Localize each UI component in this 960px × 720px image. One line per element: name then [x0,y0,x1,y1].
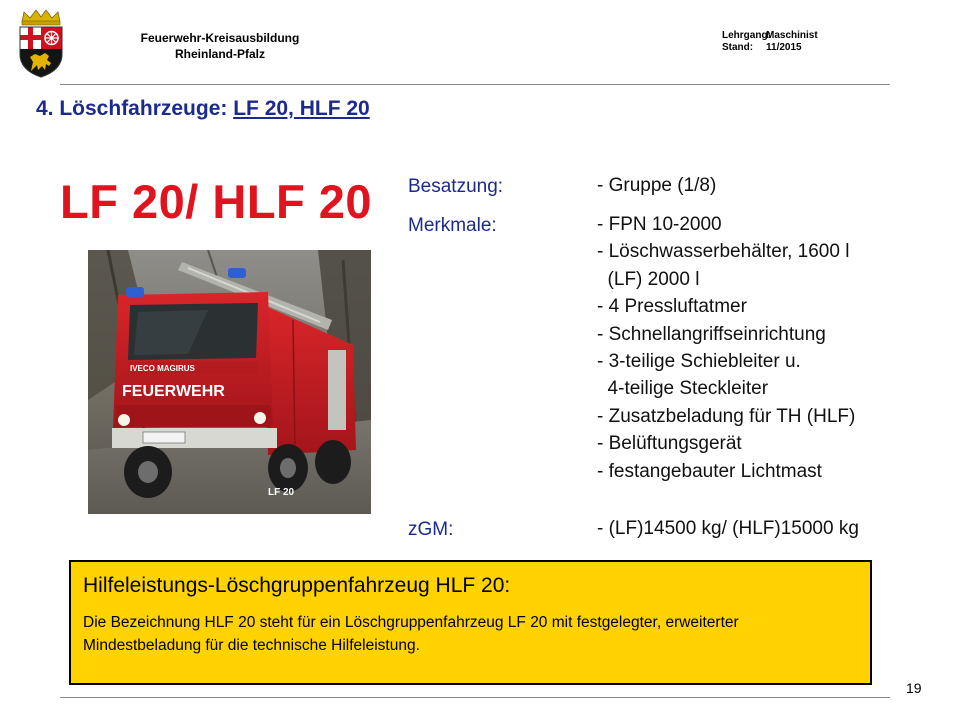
slide-title [36,97,370,121]
info-box-heading: Hilfeleistungs-Löschgruppenfahrzeug HLF 20: [83,574,511,597]
spec-label-crew: Besatzung: [408,176,504,197]
organization-name [100,30,340,62]
course-info [722,30,818,54]
slide-title-link[interactable]: LF 20, HLF 20 [233,97,370,120]
spec-label-weight: zGM: [408,519,454,540]
spec-text-features: - FPN 10-2000 - Löschwasserbehälter, 1600 l (LF) 2000 l - 4 Pressluftatmer - Schnellangriffseinrichtung - 3-teilige Schiebleiter u. 4-teilige Steckleiter - Zusatzbeladung für TH (HLF) - Belüftungsgerät - festangebauter Lichtmast [597,214,856,482]
organization-line-1: Feuerwehr-Kreisausbildung [140,31,300,45]
fire-truck-photo [88,250,371,514]
spec-text-crew: - Gruppe (1/8) [597,175,717,196]
info-box [69,560,872,685]
organization-line-2: Rheinland-Pfalz [174,47,265,61]
truck-cab-text: FEUERWEHR [122,383,225,400]
footer-divider [60,697,890,698]
header-divider [60,84,890,85]
date-label: Stand: [722,42,754,53]
spec-label-features: Merkmale: [408,215,497,236]
spec-text-weight: - (LF)14500 kg/ (HLF)15000 kg [597,518,859,539]
photo-caption: LF 20 [268,487,295,498]
slide-title-prefix: 4. Löschfahrzeuge: [36,97,234,120]
coat-of-arms-logo [16,8,66,78]
date-value: 11/2015 [766,42,802,53]
course-value: Maschinist [766,30,818,41]
truck-brand-text: IVECO MAGIRUS [130,364,195,373]
page-number: 19 [906,680,922,696]
vehicle-heading: LF 20/ HLF 20 [60,175,373,228]
course-label: Lehrgang: [722,30,771,41]
info-box-body: Die Bezeichnung HLF 20 steht für ein Löschgruppenfahrzeug LF 20 mit festgelegter, erweiterter Mindestbeladung für die technische Hilfeleistung. [83,614,739,654]
